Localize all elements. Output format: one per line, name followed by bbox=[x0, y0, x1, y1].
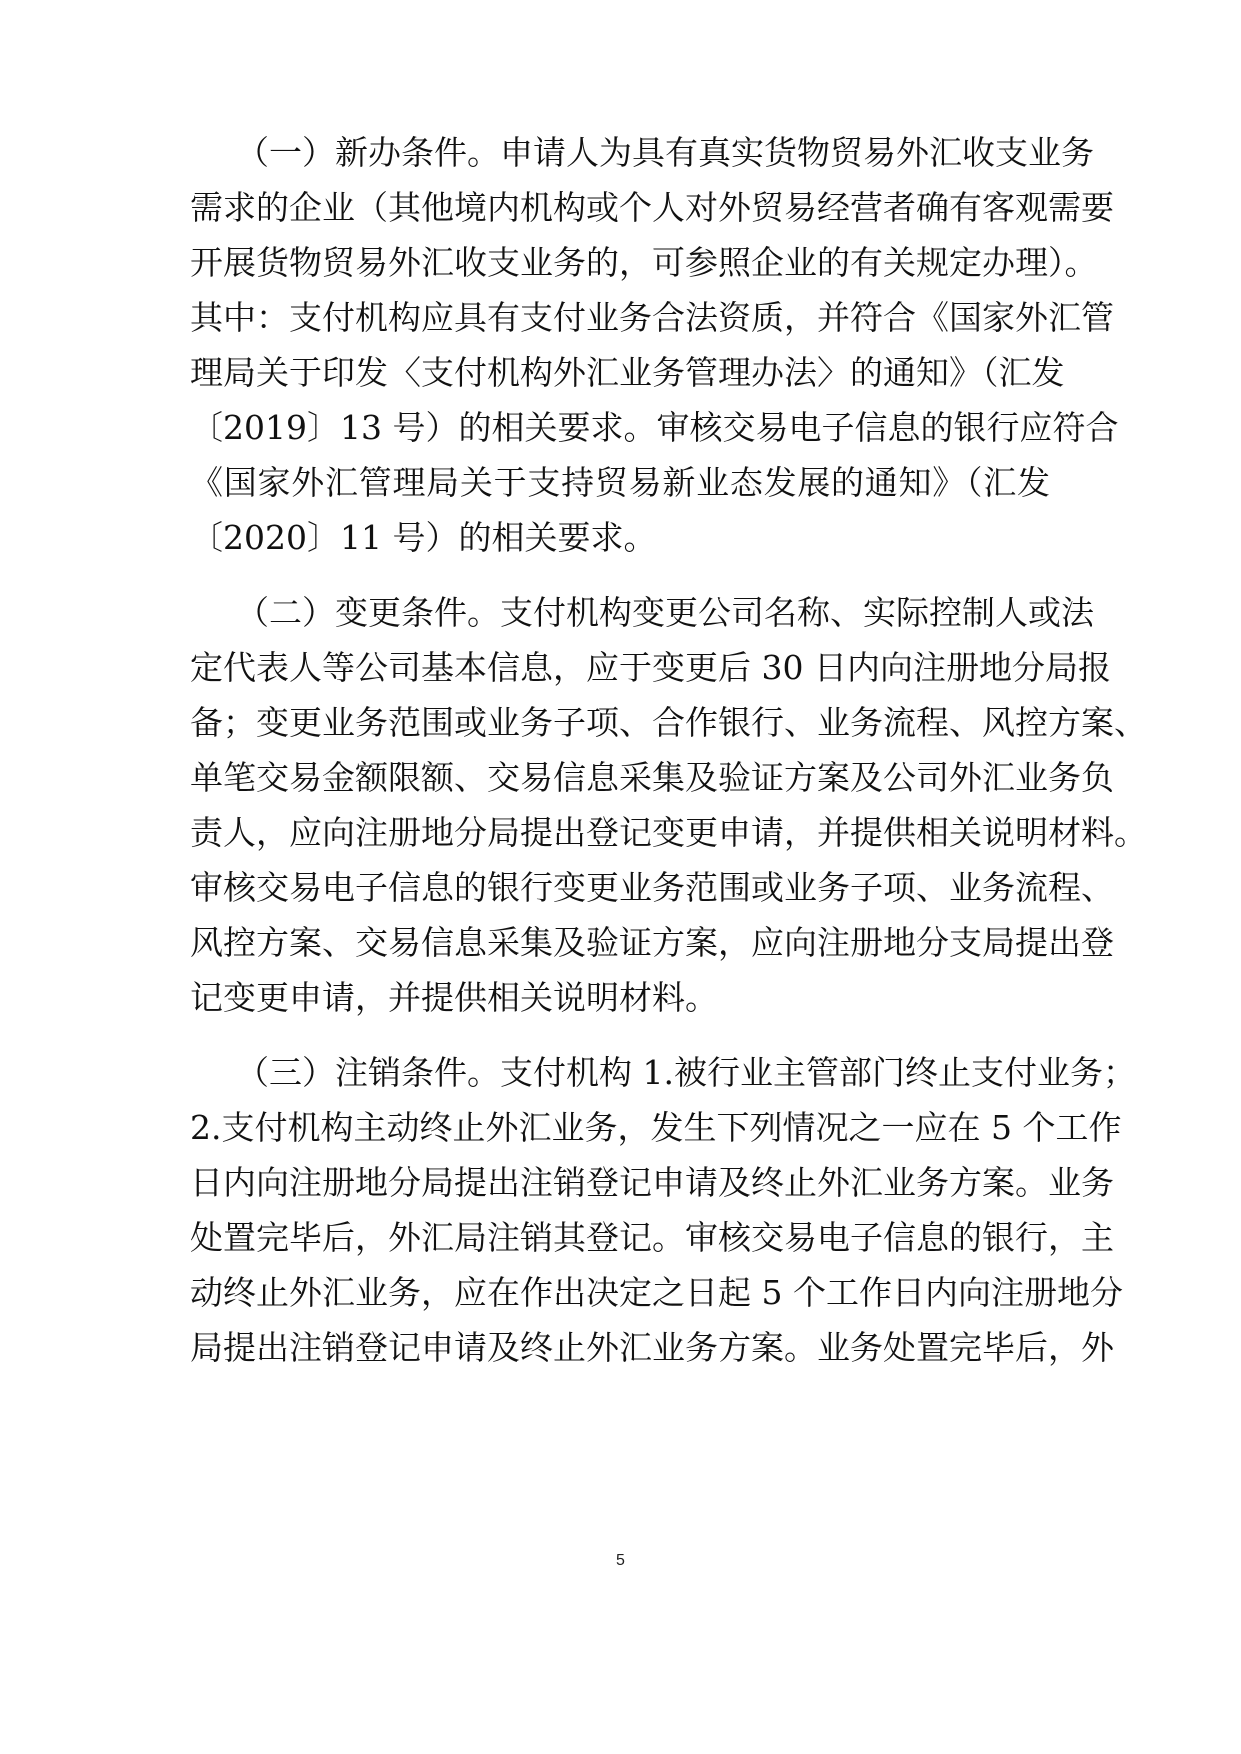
text-line: 需求的企业（其他境内机构或个人对外贸易经营者确有客观需要 bbox=[190, 188, 1114, 227]
text-line: 单笔交易金额限额、交易信息采集及验证方案及公司外汇业务负 bbox=[190, 758, 1114, 797]
text-line: 其中：支付机构应具有支付业务合法资质，并符合《国家外汇管 bbox=[190, 298, 1114, 337]
text-line: 《国家外汇管理局关于支持贸易新业态发展的通知》（汇发 bbox=[190, 463, 1050, 502]
text-line: （二）变更条件。支付机构变更公司名称、实际控制人或法 bbox=[236, 593, 1094, 632]
text-line: 备；变更业务范围或业务子项、合作银行、业务流程、风控方案、 bbox=[190, 703, 1147, 742]
text-line: 动终止外汇业务，应在作出决定之日起 5 个工作日内向注册地分 bbox=[190, 1273, 1123, 1312]
text-line: 开展货物贸易外汇收支业务的，可参照企业的有关规定办理）。 bbox=[190, 243, 1098, 282]
text-line: 局提出注销登记申请及终止外汇业务方案。业务处置完毕后，外 bbox=[190, 1328, 1114, 1367]
text-line: 定代表人等公司基本信息，应于变更后 30 日内向注册地分局报 bbox=[190, 648, 1111, 687]
text-line: （一）新办条件。申请人为具有真实货物贸易外汇收支业务 bbox=[236, 133, 1094, 172]
text-line: （三）注销条件。支付机构 1.被行业主管部门终止支付业务； bbox=[236, 1053, 1136, 1092]
text-line: 日内向注册地分局提出注销登记申请及终止外汇业务方案。业务 bbox=[190, 1163, 1114, 1202]
text-line: 〔2019〕13 号）的相关要求。审核交易电子信息的银行应符合 bbox=[190, 408, 1119, 447]
text-line: 处置完毕后，外汇局注销其登记。审核交易电子信息的银行，主 bbox=[190, 1218, 1114, 1257]
text-line: 理局关于印发〈支付机构外汇业务管理办法〉的通知》（汇发 bbox=[190, 353, 1065, 392]
text-line: 记变更申请，并提供相关说明材料。 bbox=[190, 978, 718, 1017]
text-line: 〔2020〕11 号）的相关要求。 bbox=[190, 518, 657, 557]
text-line: 审核交易电子信息的银行变更业务范围或业务子项、业务流程、 bbox=[190, 868, 1114, 907]
text-line: 风控方案、交易信息采集及验证方案，应向注册地分支局提出登 bbox=[190, 923, 1114, 962]
text-line: 责人，应向注册地分局提出登记变更申请，并提供相关说明材料。 bbox=[190, 813, 1147, 852]
text-line: 2.支付机构主动终止外汇业务，发生下列情况之一应在 5 个工作 bbox=[190, 1108, 1122, 1147]
page-number: 5 bbox=[616, 1552, 625, 1569]
